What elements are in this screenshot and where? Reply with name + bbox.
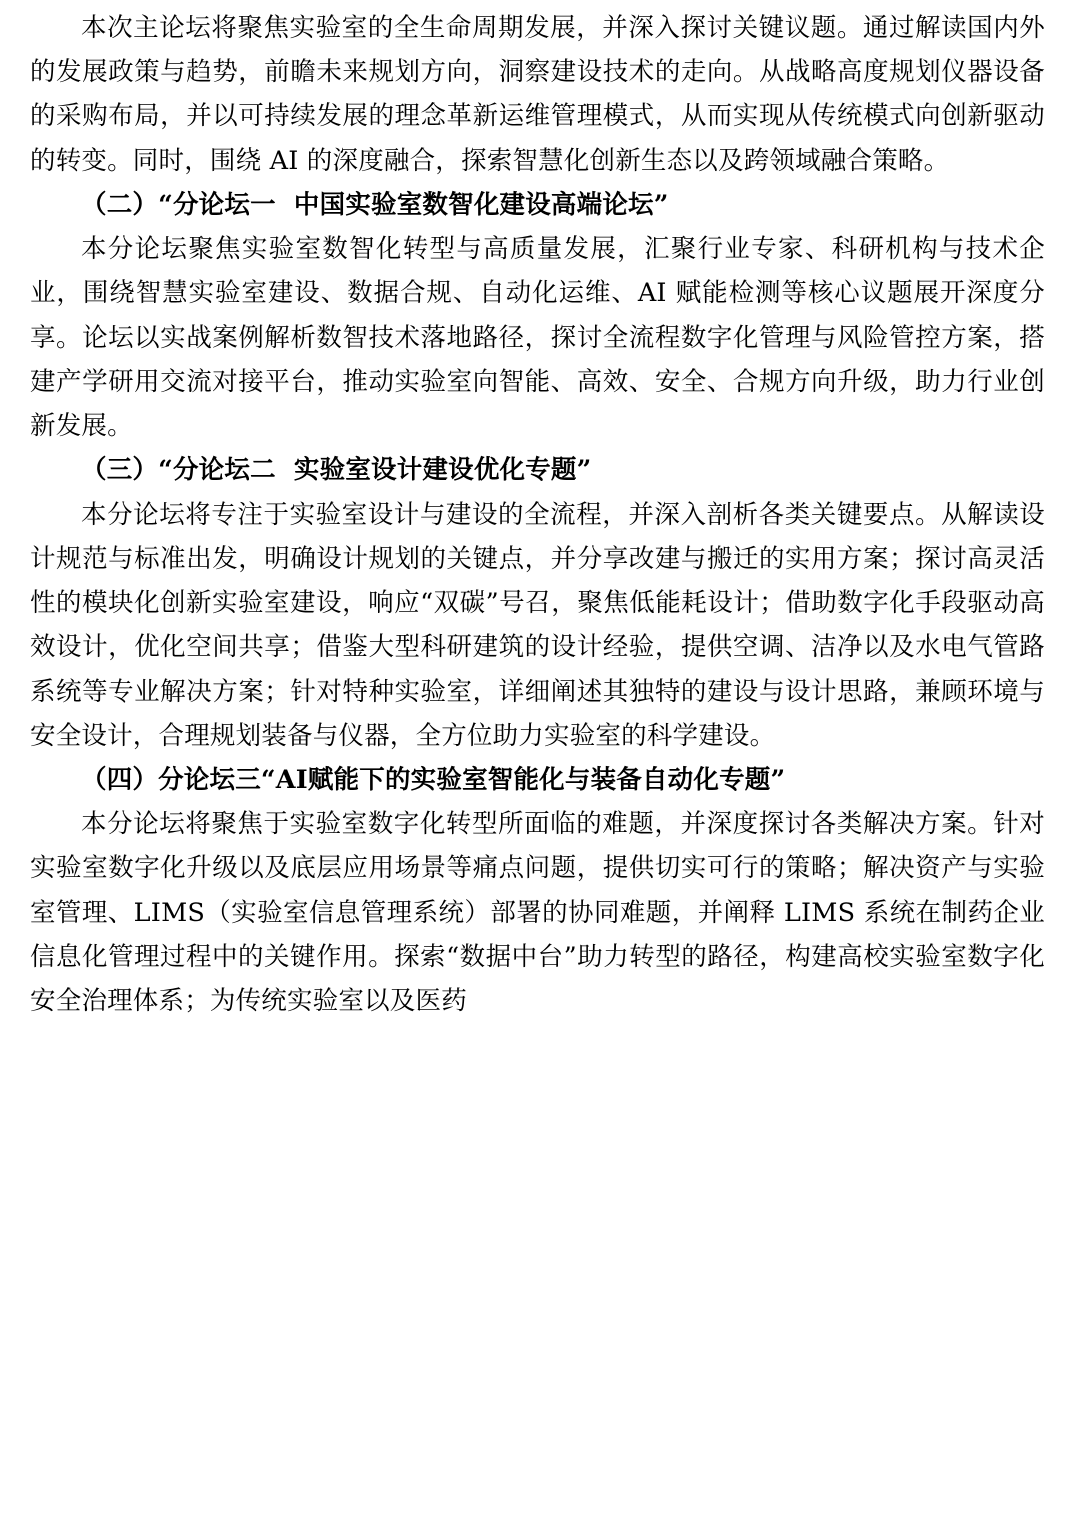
paragraph-sub-forum-three: 本分论坛将聚焦于实验室数字化转型所面临的难题，并深度探讨各类解决方案。针对实验室数字化升级以及底层应用场景等痛点问题，提供切实可行的策略；解决资产与实验室管理、LIMS（实验室信息管理系统）部署的协同难题，并阐释 LIMS 系统在制药企业信息化管理过程中的关键作用。探索“数据中台”助力转型的路径，构建高校实验室数字化安全治理体系；为传统实验室以及医药 <box>30 809 1045 1017</box>
paragraph-main-forum: 本次主论坛将聚焦实验室的全生命周期发展，并深入探讨关键议题。通过解读国内外的发展政策与趋势，前瞻未来规划方向，洞察建设技术的走向。从战略高度规划仪器设备的采购布局，并以可持续发展的理念革新运维管理模式，从而实现从传统模式向创新驱动的转变。同时，围绕 AI 的深度融合，探索智慧化创新生态以及跨领域融合策略。 <box>30 13 1045 176</box>
paragraph-sub-forum-one: 本分论坛聚焦实验室数智化转型与高质量发展，汇聚行业专家、科研机构与技术企业，围绕智慧实验室建设、数据合规、自动化运维、AI 赋能检测等核心议题展开深度分享。论坛以实战案例解析数智技术落地路径，探讨全流程数字化管理与风险管控方案，搭建产学研用交流对接平台，推动实验室向智能、高效、安全、合规方向升级，助力行业创新发展。 <box>30 234 1045 442</box>
heading-sub-forum-two: （三）“分论坛二 实验室设计建设优化专题” <box>81 455 592 486</box>
paragraph-sub-forum-two: 本分论坛将专注于实验室设计与建设的全流程，并深入剖析各类关键要点。从解读设计规范与标准出发，明确设计规划的关键点，并分享改建与搬迁的实用方案；探讨高灵活性的模块化创新实验室建设，响应“双碳”号召，聚焦低能耗设计；借助数字化手段驱动高效设计，优化空间共享；借鉴大型科研建筑的设计经验，提供空调、洁净以及水电气管路系统等专业解决方案；针对特种实验室，详细阐述其独特的建设与设计思路，兼顾环境与安全设计，合理规划装备与仪器，全方位助力实验室的科学建设。 <box>30 499 1045 751</box>
heading-sub-forum-one: （二）“分论坛一 中国实验室数智化建设高端论坛” <box>81 189 669 220</box>
heading-sub-forum-three: （四）分论坛三“AI赋能下的实验室智能化与装备自动化专题” <box>81 764 786 795</box>
